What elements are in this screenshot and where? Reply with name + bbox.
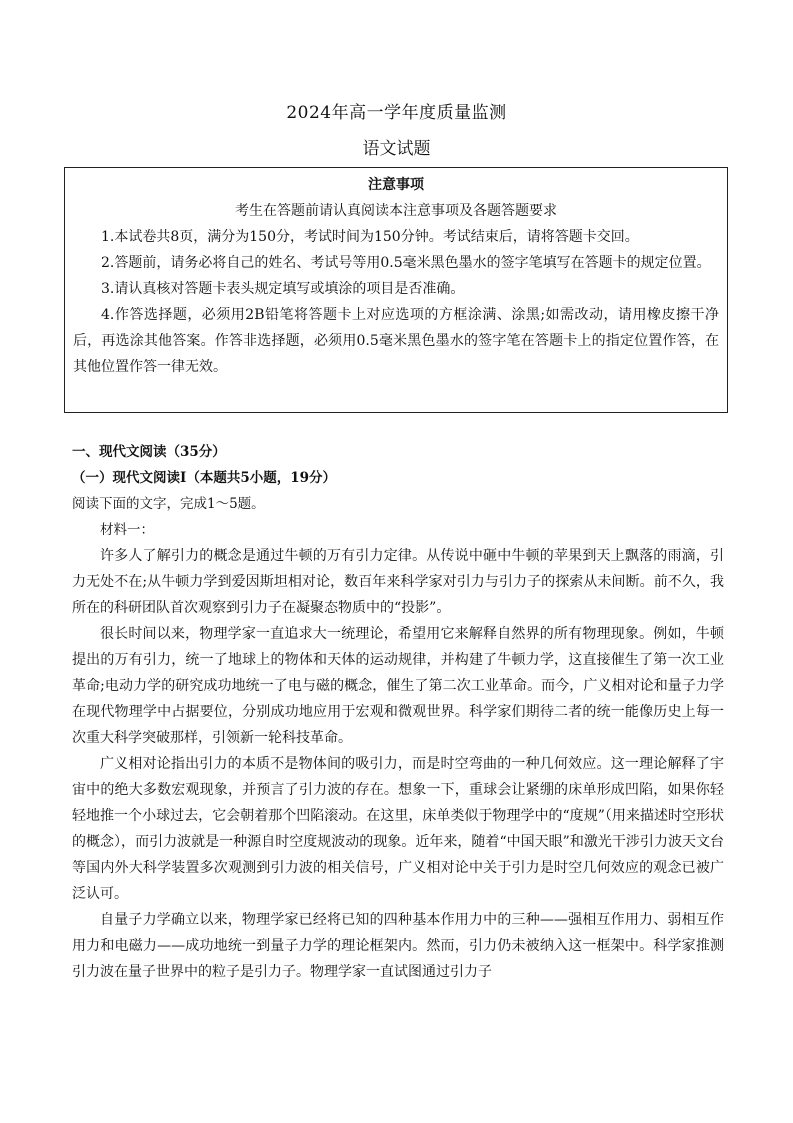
passage-paragraph-3: 广义相对论指出引力的本质不是物体间的吸引力，而是时空弯曲的一种几何效应。这一理论解释了宇宙中的绝大多数宏观现象，并预言了引力波的存在。想象一下，重球会让紧绷的床单形成凹陷，如果你轻轻地推一个小球过去，它会朝着那个凹陷滚动。在这里，床单类似于物理学中的“度规”（用来描述时空形状的概念），而引力波就是一种源自时空度规波动的现象。近年来，随着“中国天眼”和激光干涉引力波天文台等国内外大科学装置多次观测到引力波的相关信号，广义相对论中关于引力是时空几何效应的观念已被广泛认可。 xyxy=(72,756,724,902)
part-title: 一、现代文阅读（35分） xyxy=(72,444,226,460)
notice-item-1: 1.本试卷共8页，满分为150分，考试时间为150分钟。考试结束后，请将答题卡交回。 xyxy=(101,229,639,245)
passage-paragraph-2: 很长时间以来，物理学家一直追求大一统理论，希望用它来解释自然界的所有物理现象。例如，牛顿提出的万有引力，统一了地球上的物体和天体的运动规律，并构建了牛顿力学，这直接催生了第一次工业革命;电动力学的研究成功地统一了电与磁的概念，催生了第二次工业革命。而今，广义相对论和量子力学在现代物理学中占据要位，分别成功地应用于宏观和微观世界。科学家们期待二者的统一能像历史上每一次重大科学突破那样，引领新一轮科技革命。 xyxy=(72,626,724,746)
notice-subheading: 考生在答题前请认真阅读本注意事项及各题答题要求 xyxy=(235,203,557,219)
sub-title: （一）现代文阅读Ⅰ（本题共5小题，19分） xyxy=(72,470,336,486)
passage-paragraph-1: 许多人了解引力的概念是通过牛顿的万有引力定律。从传说中砸中牛顿的苹果到天上飘落的雨滴，引力无处不在;从牛顿力学到爱因斯坦相对论，数百年来科学家对引力与引力子的探索从未间断。前不久，我所在的科研团队首次观察到引力子在凝聚态物质中的“投影”。 xyxy=(72,548,724,616)
subject-title: 语文试题 xyxy=(362,139,431,159)
passage xyxy=(72,543,724,985)
passage-paragraph-4: 自量子力学确立以来，物理学家已经将已知的四种基本作用力中的三种——强相互作用力、弱相互作用力和电磁力——成功地统一到量子力学的理论框架内。然而，引力仍未被纳入这一框架中。科学家推测引力波在量子世界中的粒子是引力子。物理学家一直试图通过引力子 xyxy=(72,912,724,980)
notice-item-4: 4.作答选择题，必须用2B铅笔将答题卡上对应选项的方框涂满、涂黑;如需改动，请用橡皮擦干净后，再选涂其他答案。作答非选择题，必须用0.5毫米黑色墨水的签字笔在答题卡上的指定位置作答，在其他位置作答一律无效。 xyxy=(73,307,719,375)
instruction: 阅读下面的文字，完成1～5题。 xyxy=(72,496,265,512)
notice-item-2: 2.答题前，请务必将自己的姓名、考试号等用0.5毫米黑色墨水的签字笔填写在答题卡的规定位置。 xyxy=(101,255,711,271)
exam-title: 2024年高一学年度质量监测 xyxy=(286,103,507,123)
notice-item-3: 3.请认真核对答题卡表头规定填写或填涂的项目是否准确。 xyxy=(101,281,465,297)
notice-box xyxy=(64,167,728,413)
material-label: 材料一： xyxy=(100,522,154,538)
notice-heading: 注意事项 xyxy=(368,177,424,193)
